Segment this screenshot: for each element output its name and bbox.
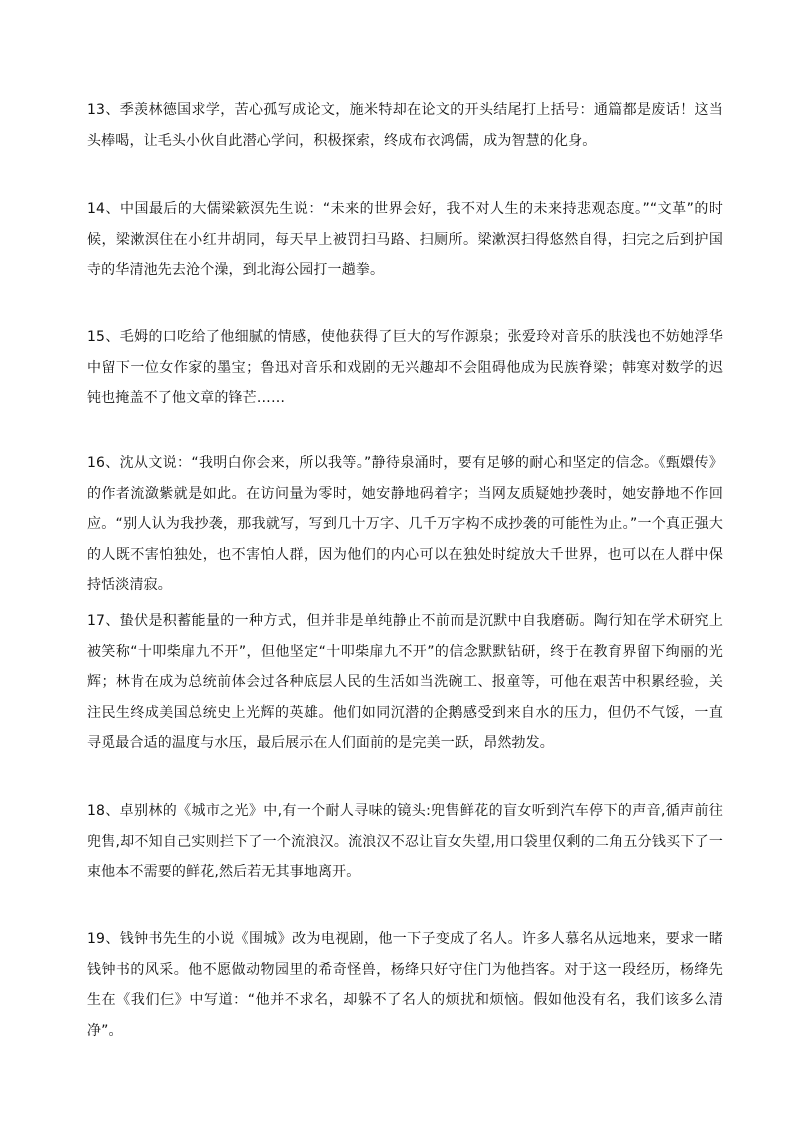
paragraph-18: 18、卓别林的《城市之光》中,有一个耐人寻味的镜头:兜售鲜花的盲女听到汽车停下的声音,循声前往兜售,却不知自己实则拦下了一个流浪汉。流浪汉不忍让盲女失望,用口袋里仅剩的二角五分钱买下了一束他本不需要的鲜花,然后若无其事地离开。: [87, 803, 723, 881]
paragraph-14: 14、中国最后的大儒梁簌溟先生说：“未来的世界会好，我不对人生的未来持悲观态度。”“文革”的时候，梁漱溟住在小红井胡同，每天早上被罚扫马路、扫厕所。梁漱溟扫得悠然自得，扫完之后到护国寺的华清池先去沧个澡，到北海公园打一趟拳。: [87, 201, 723, 279]
paragraph-17: 17、蛰伏是积蓄能量的一种方式，但并非是单纯静止不前而是沉默中自我磨砺。陶行知在学术研究上被笑称“十叩柴扉九不开”，但他坚定“十叩柴扉九不开”的信念默默钻研，终于在教育界留下绚丽的光辉；林肯在成为总统前体会过各种底层人民的生活如当洗碗工、报童等，可他在艰苦中积累经验，关注民生终成美国总统史上光辉的英雄。他们如同沉潜的企鹅感受到来自水的压力，但仍不气馁，一直寻觅最合适的温度与水压，最后展示在人们面前的是完美一跃，昂然勃发。: [87, 613, 723, 752]
paragraph-15: 15、毛姆的口吃给了他细腻的情感，使他获得了巨大的写作源泉；张爱玲对音乐的肤浅也不妨她浮华中留下一位女作家的墨宝；鲁迅对音乐和戏剧的无兴趣却不会阻碍他成为民族脊梁；韩寒对数学的迟钝也掩盖不了他文章的锋芒……: [87, 329, 723, 407]
paragraph-16: 16、沈从文说：“我明白你会来，所以我等。”静待泉涌时，要有足够的耐心和坚定的信念。《甄嬛传》的作者流潋紫就是如此。在访问量为零时，她安静地码着字；当网友质疑她抄袭时，她安静地不作回应。“别人认为我抄袭，那我就写，写到几十万字、几千万字构不成抄袭的可能性为止。”一个真正强大的人既不害怕独处，也不害怕人群，因为他们的内心可以在独处时绽放大千世界，也可以在人群中保持恬淡清寂。: [87, 455, 723, 594]
paragraph-19: 19、钱钟书先生的小说《围城》改为电视剧，他一下子变成了名人。许多人慕名从远地来，要求一睹钱钟书的风采。他不愿做动物园里的希奇怪兽，杨绛只好守住门为他挡客。对于这一段经历，杨绛先生在《我们仨》中写道：“他并不求名，却躲不了名人的烦扰和烦恼。假如他没有名，我们该多么清净”。: [87, 931, 723, 1039]
paragraph-13: 13、季羡林德国求学，苦心孤写成论文，施米特却在论文的开头结尾打上括号：通篇都是废话！这当头棒喝，让毛头小伙自此潜心学问，积极探索，终成布衣鸿儒，成为智慧的化身。: [87, 102, 723, 149]
